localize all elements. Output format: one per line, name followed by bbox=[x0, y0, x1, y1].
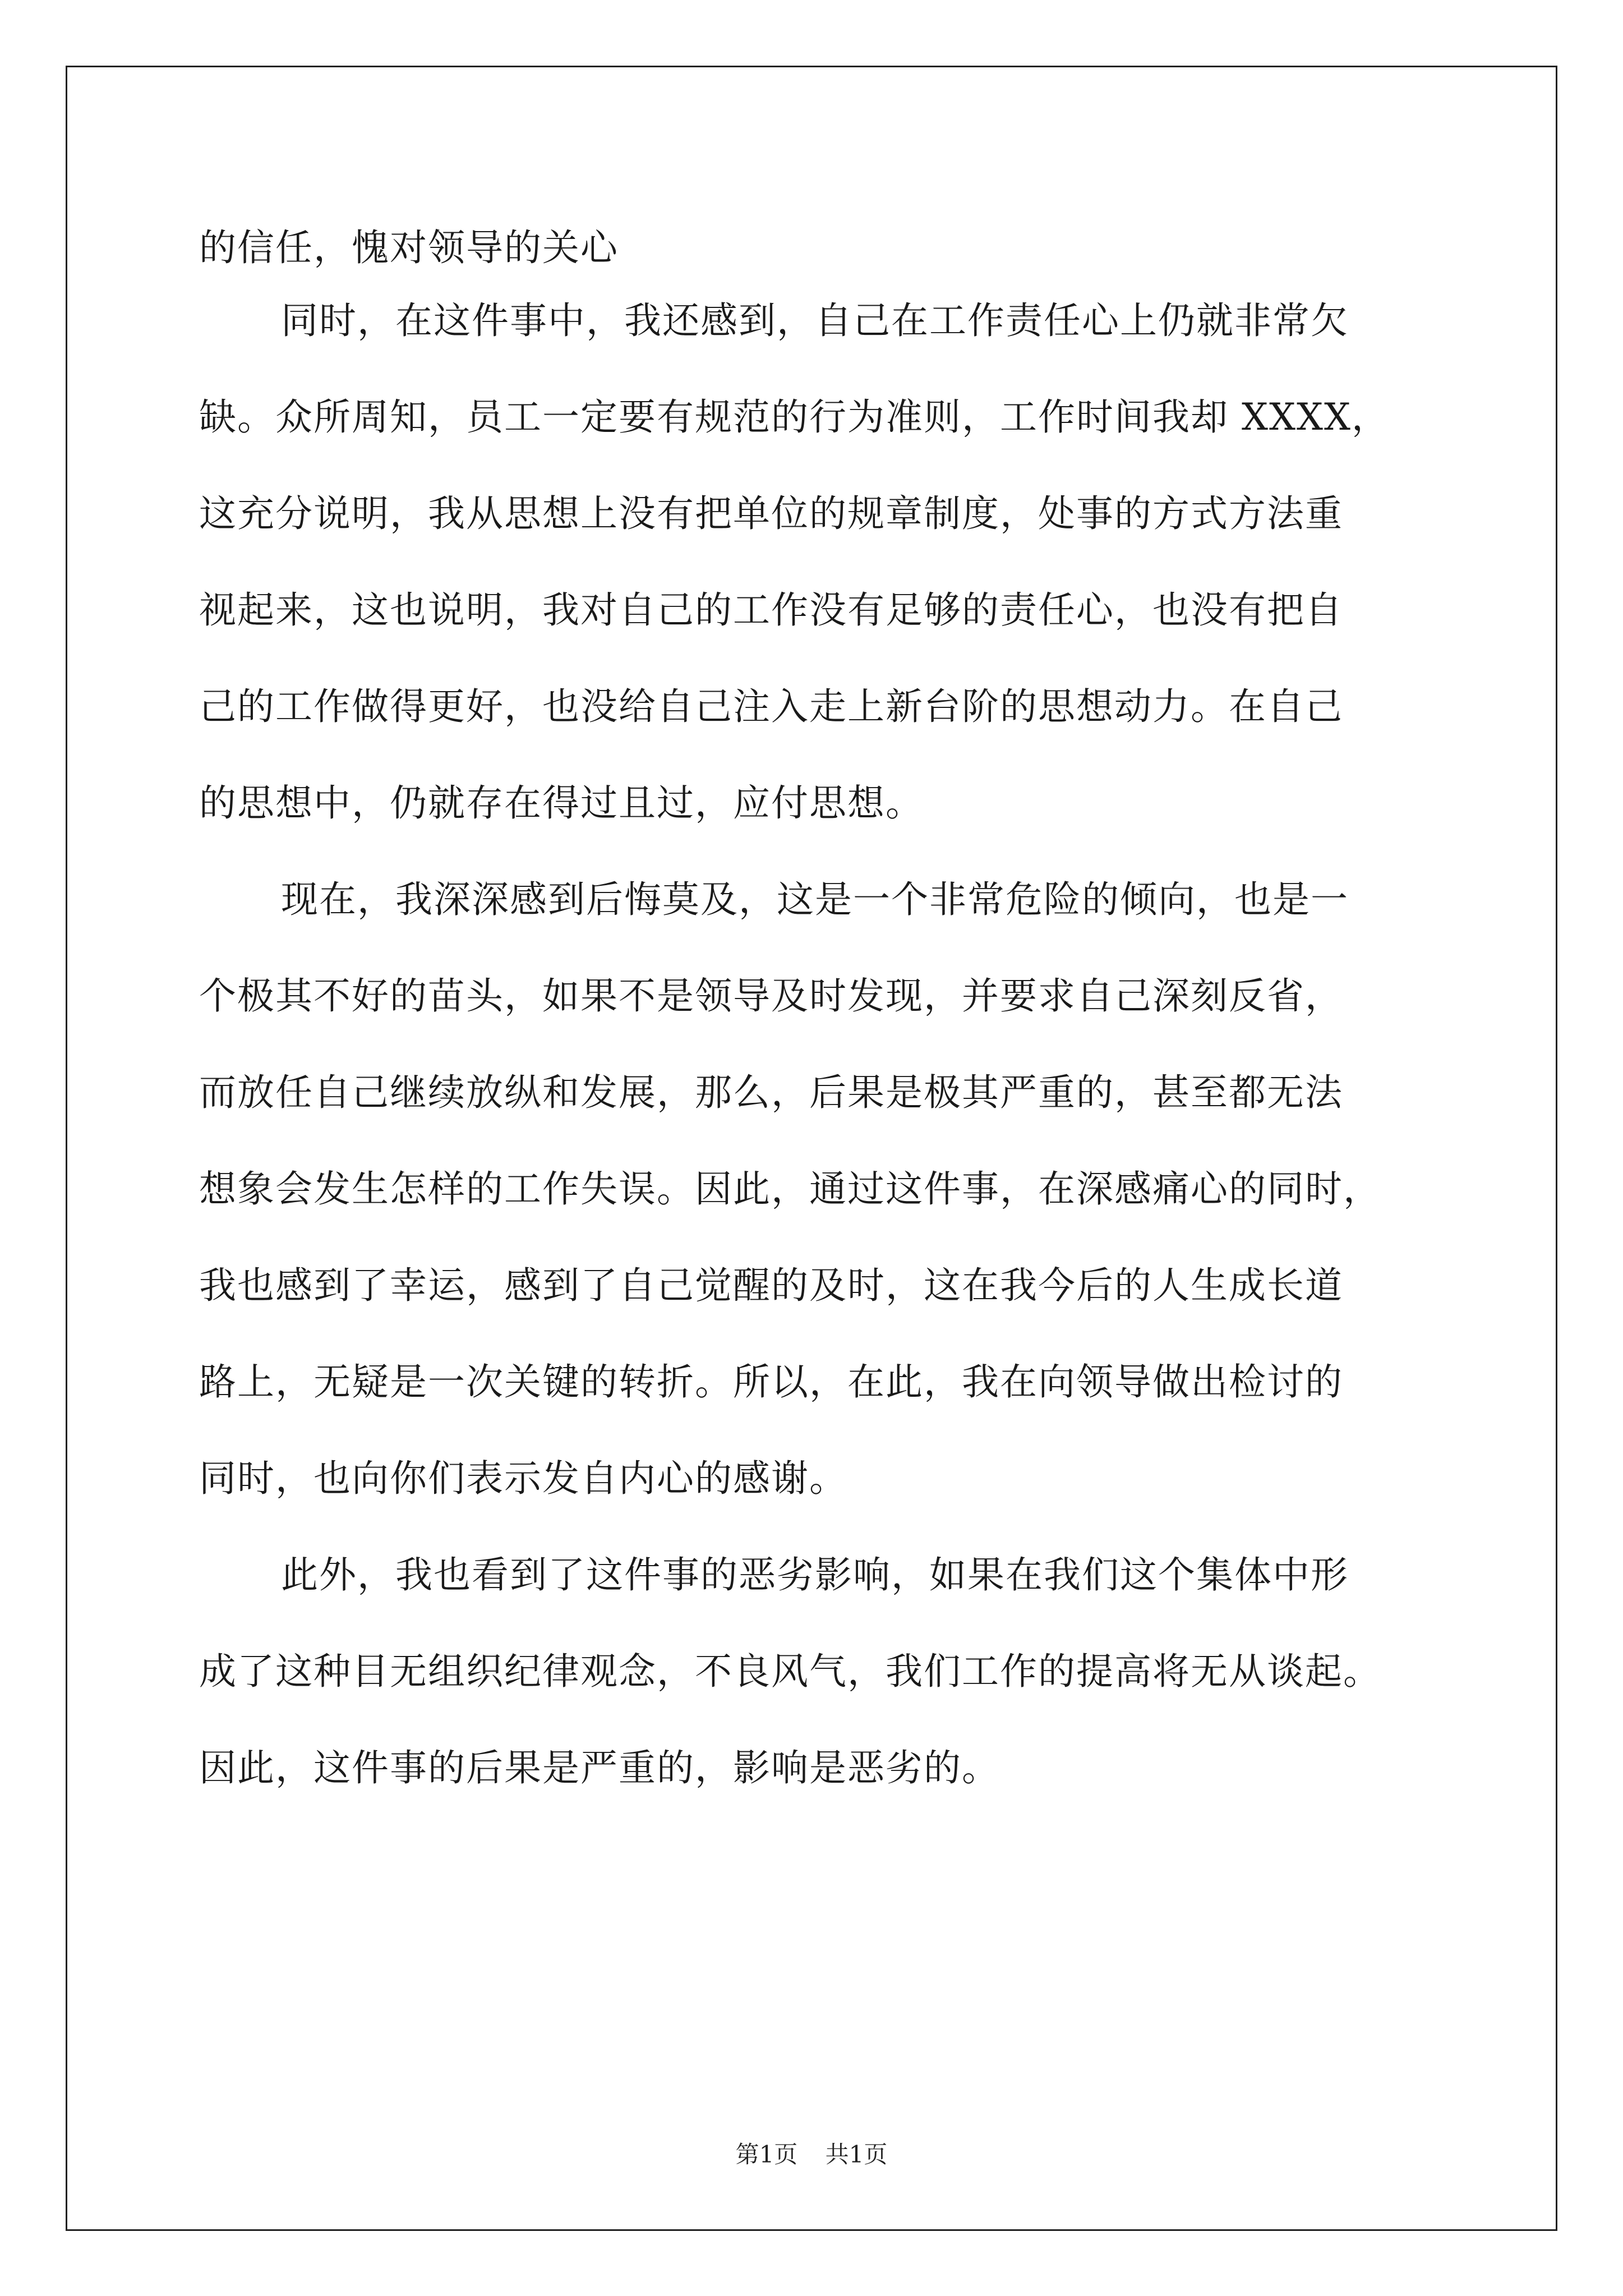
paragraph-start-line: 同时，在这件事中，我还感到，自己在工作责任心上仍就非常欠 bbox=[281, 299, 1349, 342]
text-line: 的思想中，仍就存在得过且过，应付思想。 bbox=[199, 781, 924, 825]
page-footer bbox=[0, 2136, 1623, 2170]
text-line: 因此，这件事的后果是严重的，影响是恶劣的。 bbox=[199, 1746, 1000, 1789]
paragraph-start-line: 此外，我也看到了这件事的恶劣影响，如果在我们这个集体中形 bbox=[281, 1553, 1349, 1596]
text-line: 成了这种目无组织纪律观念，不良风气，我们工作的提高将无从谈起。 bbox=[199, 1650, 1381, 1693]
text-line: 己的工作做得更好，也没给自己注入走上新台阶的思想动力。在自己 bbox=[199, 685, 1343, 728]
document-body bbox=[199, 287, 1433, 1831]
text-line: 我也感到了幸运，感到了自己觉醒的及时，这在我今后的人生成长道 bbox=[199, 1264, 1343, 1307]
page-total: 共1页 bbox=[825, 2141, 888, 2168]
text-line: 这充分说明，我从思想上没有把单位的规章制度，处事的方式方法重 bbox=[199, 492, 1343, 535]
text-line-1: 的信任，愧对领导的关心 bbox=[199, 226, 619, 269]
text-line: 而放任自己继续放纵和发展，那么，后果是极其严重的，甚至都无法 bbox=[199, 1071, 1343, 1114]
text-line: 想象会发生怎样的工作失误。因此，通过这件事，在深感痛心的同时， bbox=[199, 1167, 1381, 1211]
text-line: 个极其不好的苗头，如果不是领导及时发现，并要求自己深刻反省， bbox=[199, 974, 1343, 1018]
text-line: 同时，也向你们表示发自内心的感谢。 bbox=[199, 1457, 847, 1500]
text-line: 缺。众所周知，员工一定要有规范的行为准则，工作时间我却 XXXX， bbox=[199, 395, 1390, 439]
text-line: 路上，无疑是一次关键的转折。所以，在此，我在向领导做出检讨的 bbox=[199, 1360, 1343, 1404]
text-line: 视起来，这也说明，我对自己的工作没有足够的责任心，也没有把自 bbox=[199, 588, 1343, 632]
paragraph-start-line: 现在，我深深感到后悔莫及，这是一个非常危险的倾向，也是一 bbox=[281, 878, 1349, 921]
page-number: 第1页 bbox=[735, 2141, 798, 2168]
